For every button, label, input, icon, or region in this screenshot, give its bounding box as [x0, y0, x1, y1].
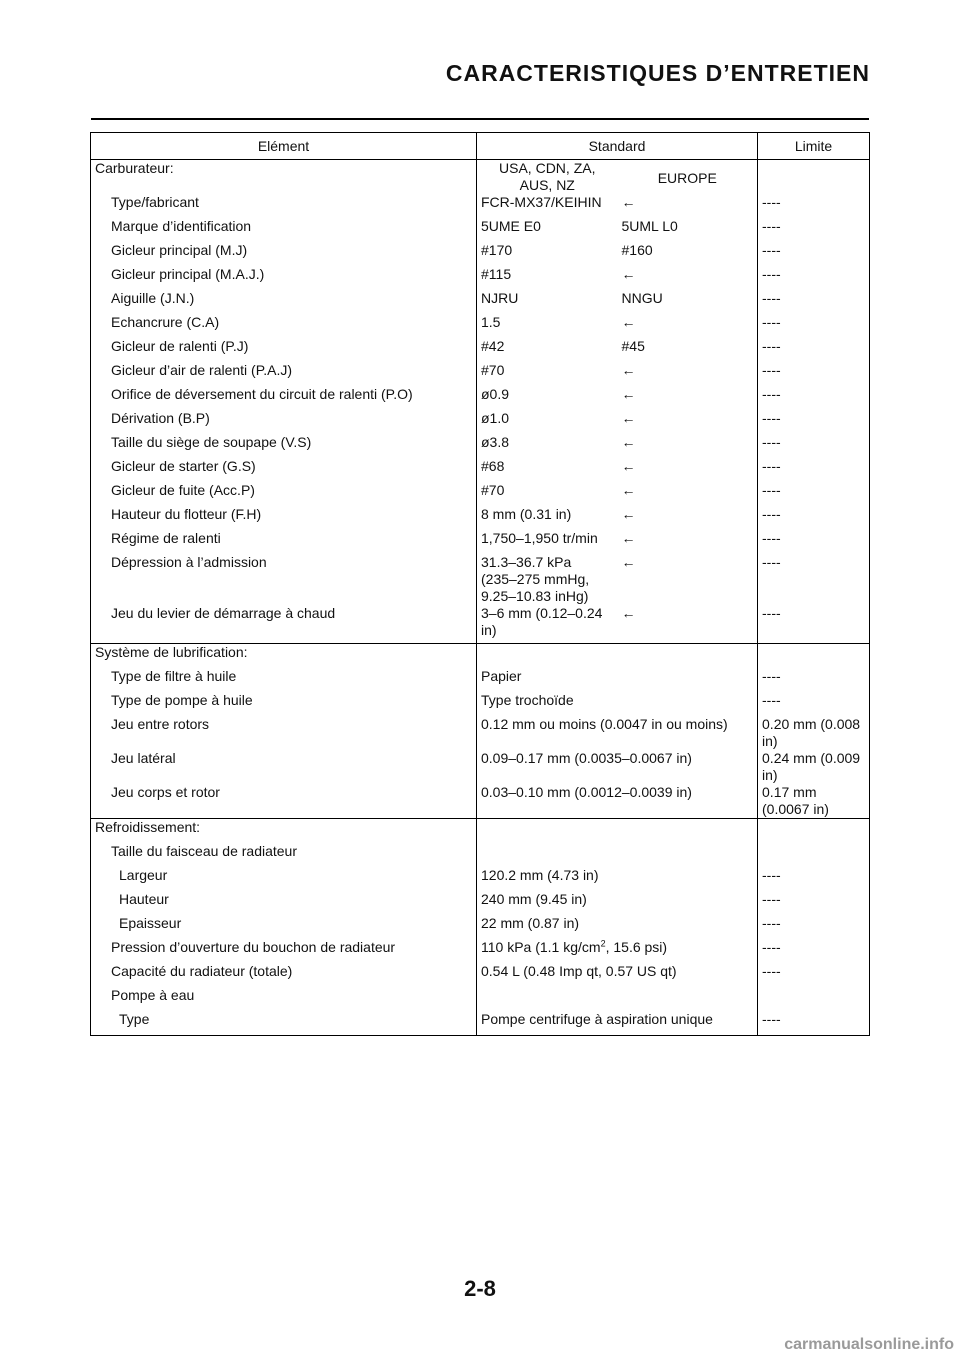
- row-label: Hauteur: [91, 891, 477, 915]
- row-value-europe: ←: [621, 605, 636, 621]
- table-row: [91, 242, 870, 266]
- row-value-europe: ←: [621, 554, 636, 570]
- table-row: [91, 218, 870, 242]
- row-value-usa: #170: [477, 242, 618, 266]
- table-row: [91, 266, 870, 290]
- row-value: Pompe centrifuge à aspiration unique: [477, 1011, 758, 1036]
- row-value-europe: ←: [621, 194, 636, 210]
- blank-cell: [758, 644, 870, 669]
- table-row: [91, 314, 870, 338]
- row-label: Pression d’ouverture du bouchon de radiateur: [91, 939, 477, 963]
- limit-blank: [758, 160, 870, 195]
- table-row: [91, 458, 870, 482]
- row-label: Type: [91, 1011, 477, 1036]
- row-label: Pompe à eau: [91, 987, 477, 1011]
- row-limit: ----: [758, 218, 870, 242]
- row-value: 240 mm (9.45 in): [477, 891, 758, 915]
- row-value: 22 mm (0.87 in): [477, 915, 758, 939]
- row-limit: ----: [758, 290, 870, 314]
- row-value-usa: 3–6 mm (0.12–0.24 in): [477, 605, 618, 639]
- row-limit: ----: [758, 867, 870, 891]
- row-label: Jeu du levier de démarrage à chaud: [91, 605, 477, 639]
- row-label: Type de pompe à huile: [91, 692, 477, 716]
- row-value-europe: 5UML L0: [621, 218, 678, 234]
- row-label: Régime de ralenti: [91, 530, 477, 554]
- row-value-usa: 31.3–36.7 kPa (235–275 mmHg, 9.25–10.83 inHg): [477, 554, 618, 605]
- spec-table: [90, 132, 870, 1036]
- row-value: 0.03–0.10 mm (0.0012–0.0039 in): [477, 784, 758, 819]
- row-label: Gicleur principal (M.J): [91, 242, 477, 266]
- row-limit: ----: [758, 482, 870, 506]
- table-row: [91, 1011, 870, 1036]
- lubrication-title: Système de lubrification:: [91, 644, 477, 669]
- row-label: Dérivation (B.P): [91, 410, 477, 434]
- row-limit: ----: [758, 194, 870, 218]
- watermark: carmanualsonline.info: [784, 1336, 954, 1353]
- row-value-usa: 8 mm (0.31 in): [477, 506, 618, 530]
- blank-cell: [477, 644, 758, 669]
- row-label: Dépression à l’admission: [91, 554, 477, 605]
- row-label: Taille du siège de soupape (V.S): [91, 434, 477, 458]
- row-value-usa: ø3.8: [477, 434, 618, 458]
- row-limit: ----: [758, 1011, 870, 1036]
- table-row: [91, 784, 870, 819]
- table-row: [91, 987, 870, 1011]
- row-value-europe: ←: [621, 410, 636, 426]
- table-row: [91, 506, 870, 530]
- table-row: [91, 716, 870, 750]
- table-row: [91, 290, 870, 314]
- row-limit: 0.20 mm (0.008 in): [758, 716, 870, 750]
- row-value-usa: 1.5: [477, 314, 618, 338]
- region-europe-header: EUROPE: [657, 170, 717, 186]
- blank-cell: [758, 843, 870, 867]
- row-limit: ----: [758, 362, 870, 386]
- row-label: Jeu corps et rotor: [91, 784, 477, 819]
- row-label: Orifice de déversement du circuit de ralenti (P.O): [91, 386, 477, 410]
- row-value: 120.2 mm (4.73 in): [477, 867, 758, 891]
- table-row: [91, 843, 870, 867]
- row-limit: ----: [758, 668, 870, 692]
- row-value-usa: #70: [477, 362, 618, 386]
- blank-cell: [477, 819, 758, 844]
- row-limit: ----: [758, 386, 870, 410]
- row-limit: ----: [758, 266, 870, 290]
- row-value-europe: #160: [621, 242, 653, 258]
- blank-cell: [758, 819, 870, 844]
- table-row: [91, 915, 870, 939]
- table-row: [91, 530, 870, 554]
- row-limit: ----: [758, 891, 870, 915]
- table-row: [91, 605, 870, 639]
- row-value: Papier: [477, 668, 758, 692]
- row-limit: 0.24 mm (0.009 in): [758, 750, 870, 784]
- title-rule: [91, 118, 869, 120]
- table-row: [91, 410, 870, 434]
- row-limit: 0.17 mm (0.0067 in): [758, 784, 870, 819]
- row-limit: ----: [758, 915, 870, 939]
- row-value-europe: ←: [621, 266, 636, 282]
- blank-cell: [477, 843, 758, 867]
- row-label: Aiguille (J.N.): [91, 290, 477, 314]
- row-value-usa: #42: [477, 338, 618, 362]
- row-limit: ----: [758, 530, 870, 554]
- cap-value-b: , 15.6 psi): [605, 939, 668, 955]
- lubrication-section: [91, 644, 870, 819]
- row-value: Type trochoïde: [477, 692, 758, 716]
- table-row: [91, 362, 870, 386]
- row-limit: ----: [758, 605, 870, 639]
- cooling-title: Refroidissement:: [91, 819, 477, 844]
- row-label: Epaisseur: [91, 915, 477, 939]
- row-limit: ----: [758, 939, 870, 963]
- row-label: Gicleur de starter (G.S): [91, 458, 477, 482]
- row-value-europe: ←: [621, 482, 636, 498]
- table-header-row: [91, 133, 870, 160]
- row-value: [477, 939, 758, 963]
- row-label: Type/fabricant: [91, 194, 477, 218]
- row-value-europe: NNGU: [621, 290, 663, 306]
- table-row: [91, 338, 870, 362]
- carburetor-section: [91, 160, 870, 644]
- table-row: [91, 750, 870, 784]
- row-value-usa: ø1.0: [477, 410, 618, 434]
- row-label: Largeur: [91, 867, 477, 891]
- row-limit: ----: [758, 458, 870, 482]
- row-limit: ----: [758, 242, 870, 266]
- row-label: Hauteur du flotteur (F.H): [91, 506, 477, 530]
- row-label: Gicleur principal (M.A.J.): [91, 266, 477, 290]
- row-value-europe: ←: [621, 434, 636, 450]
- table-row: [91, 386, 870, 410]
- row-value-usa: FCR-MX37/KEIHIN: [477, 194, 618, 218]
- table-row: [91, 867, 870, 891]
- row-value-europe: ←: [621, 458, 636, 474]
- table-row: [91, 963, 870, 987]
- table-row: [91, 434, 870, 458]
- row-label: Gicleur de fuite (Acc.P): [91, 482, 477, 506]
- header-standard: Standard: [477, 133, 758, 160]
- header-limit: Limite: [758, 133, 870, 160]
- row-limit: ----: [758, 963, 870, 987]
- row-label: Type de filtre à huile: [91, 668, 477, 692]
- row-value-usa: 1,750–1,950 tr/min: [477, 530, 618, 554]
- row-value: 0.09–0.17 mm (0.0035–0.0067 in): [477, 750, 758, 784]
- row-limit: ----: [758, 410, 870, 434]
- row-limit: ----: [758, 434, 870, 458]
- row-label: Jeu latéral: [91, 750, 477, 784]
- row-value-usa: 5UME E0: [477, 218, 618, 242]
- row-value-usa: ø0.9: [477, 386, 618, 410]
- cooling-header-row: [91, 819, 870, 844]
- row-label: Gicleur de ralenti (P.J): [91, 338, 477, 362]
- region-usa-header: USA, CDN, ZA, AUS, NZ: [477, 160, 618, 195]
- table-row: [91, 482, 870, 506]
- row-limit: ----: [758, 506, 870, 530]
- table-row: [91, 194, 870, 218]
- table-row: [91, 692, 870, 716]
- row-value-europe: #45: [621, 338, 645, 354]
- row-value-europe: ←: [621, 530, 636, 546]
- row-value-europe: ←: [621, 386, 636, 402]
- page-title: CARACTERISTIQUES D’ENTRETIEN: [445, 60, 870, 86]
- row-limit: ----: [758, 554, 870, 605]
- cooling-section: [91, 819, 870, 1036]
- row-value-usa: #115: [477, 266, 618, 290]
- row-value: 0.54 L (0.48 Imp qt, 0.57 US qt): [477, 963, 758, 987]
- lubrication-header-row: [91, 644, 870, 669]
- row-label: Capacité du radiateur (totale): [91, 963, 477, 987]
- header-element: Elément: [91, 133, 477, 160]
- table-row: [91, 939, 870, 963]
- row-label: Taille du faisceau de radiateur: [91, 843, 477, 867]
- table-row: [91, 891, 870, 915]
- carburetor-title: Carburateur:: [91, 160, 477, 195]
- table-row: [91, 554, 870, 605]
- cap-value-sup: 2: [600, 938, 606, 949]
- row-limit: ----: [758, 692, 870, 716]
- blank-cell: [477, 987, 758, 1011]
- row-value-usa: NJRU: [477, 290, 618, 314]
- page-number: 2-8: [464, 1276, 496, 1301]
- row-label: Marque d’identification: [91, 218, 477, 242]
- row-value-europe: ←: [621, 314, 636, 330]
- row-value-europe: ←: [621, 506, 636, 522]
- cap-value-a: 110 kPa (1.1 kg/cm: [481, 939, 601, 955]
- row-limit: ----: [758, 314, 870, 338]
- row-value: 0.12 mm ou moins (0.0047 in ou moins): [477, 716, 758, 750]
- row-label: Jeu entre rotors: [91, 716, 477, 750]
- carburetor-header-row: [91, 160, 870, 195]
- row-value-usa: #70: [477, 482, 618, 506]
- table-row: [91, 668, 870, 692]
- blank-cell: [758, 987, 870, 1011]
- row-value-usa: #68: [477, 458, 618, 482]
- row-label: Gicleur d’air de ralenti (P.A.J): [91, 362, 477, 386]
- row-value-europe: ←: [621, 362, 636, 378]
- row-label: Echancrure (C.A): [91, 314, 477, 338]
- row-limit: ----: [758, 338, 870, 362]
